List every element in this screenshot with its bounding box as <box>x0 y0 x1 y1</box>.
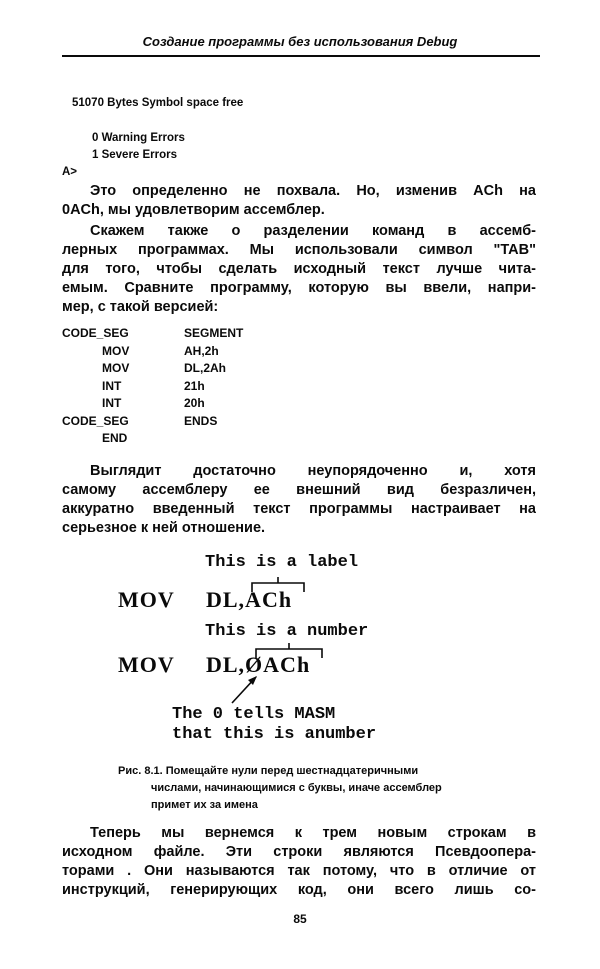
code-instr: MOV <box>102 343 130 358</box>
running-header: Создание программы без использования Debug <box>142 34 458 49</box>
warning-errors-line: 0 Warning Errors <box>92 132 185 144</box>
code-instr: MOV <box>102 361 130 375</box>
zero-note-line-2: that this is anumber <box>172 725 377 744</box>
code-instr: INT <box>102 378 122 393</box>
code-label: CODE_SEG <box>62 413 129 428</box>
paragraph-line: инструкций, генерирующих код, они всего лишь со- <box>62 882 536 898</box>
paragraph-line: самому ассемблеру ее внешний вид безразличен, <box>62 482 536 498</box>
severe-errors-line: 1 Severe Errors <box>92 149 178 161</box>
paragraph-line: для того, чтобы сделать исходный текст лучше чита- <box>62 261 536 277</box>
mov-instruction-2: MOV <box>118 652 175 677</box>
paragraph-line: аккуратно введенный текст программы настраивает на <box>62 501 536 517</box>
code-arg: AH,2h <box>184 343 219 358</box>
code-arg: SEGMENT <box>184 326 244 340</box>
code-arg: 21h <box>184 378 205 393</box>
paragraph-line: Теперь мы вернемся к трем новым строкам в <box>90 825 536 841</box>
page-number: 85 <box>293 912 307 926</box>
code-arg: ENDS <box>184 413 218 428</box>
paragraph-line: 0ACh, мы удовлетворим ассемблер. <box>62 202 325 218</box>
code-arg: 20h <box>184 396 205 410</box>
paragraph-line: исходном файле. Эти строки являются Псевдоопера- <box>62 844 536 860</box>
number-annotation: This is a number <box>205 622 369 641</box>
zero-note-line-1: The 0 tells MASM <box>172 705 336 724</box>
figure-caption-line: Рис. 8.1. Помещайте нули перед шестнадцатеричными <box>118 765 419 777</box>
code-arg: DL,2Ah <box>184 361 226 375</box>
paragraph-line: емым. Сравните программу, которую вы ввели, напри- <box>62 280 536 296</box>
code-instr: INT <box>102 396 122 410</box>
code-instr: END <box>102 431 128 445</box>
paragraph-4 <box>62 824 536 900</box>
paragraph-line: лерных программах. Мы использовали символ "TAB" <box>62 242 536 258</box>
label-annotation: This is a label <box>205 553 359 572</box>
dos-prompt: A> <box>62 166 78 178</box>
code-label: CODE_SEG <box>62 326 129 340</box>
paragraph-line: Это определенно не похвала. Но, изменив ACh на <box>90 183 536 199</box>
bytes-free-line: 51070 Bytes Symbol space free <box>72 97 244 109</box>
operand-label-example: DL,ACh <box>206 587 293 612</box>
paragraph-line: серьезное к ней отношение. <box>62 520 266 536</box>
paragraph-line: Скажем также о разделении команд в ассемб- <box>90 223 536 239</box>
paragraph-line: Выглядит достаточно неупорядоченно и, хотя <box>90 463 536 479</box>
paragraph-line: мер, с такой версией: <box>62 299 219 315</box>
figure-caption-line: числами, начинающимися с буквы, иначе ассемблер <box>151 782 442 794</box>
mov-instruction-1: MOV <box>118 587 175 612</box>
operand-number-example: DL,ØACh <box>206 652 311 677</box>
figure-caption-line: примет их за имена <box>151 799 258 811</box>
paragraph-line: торами . Они называются так потому, что в отличие от <box>62 863 536 879</box>
